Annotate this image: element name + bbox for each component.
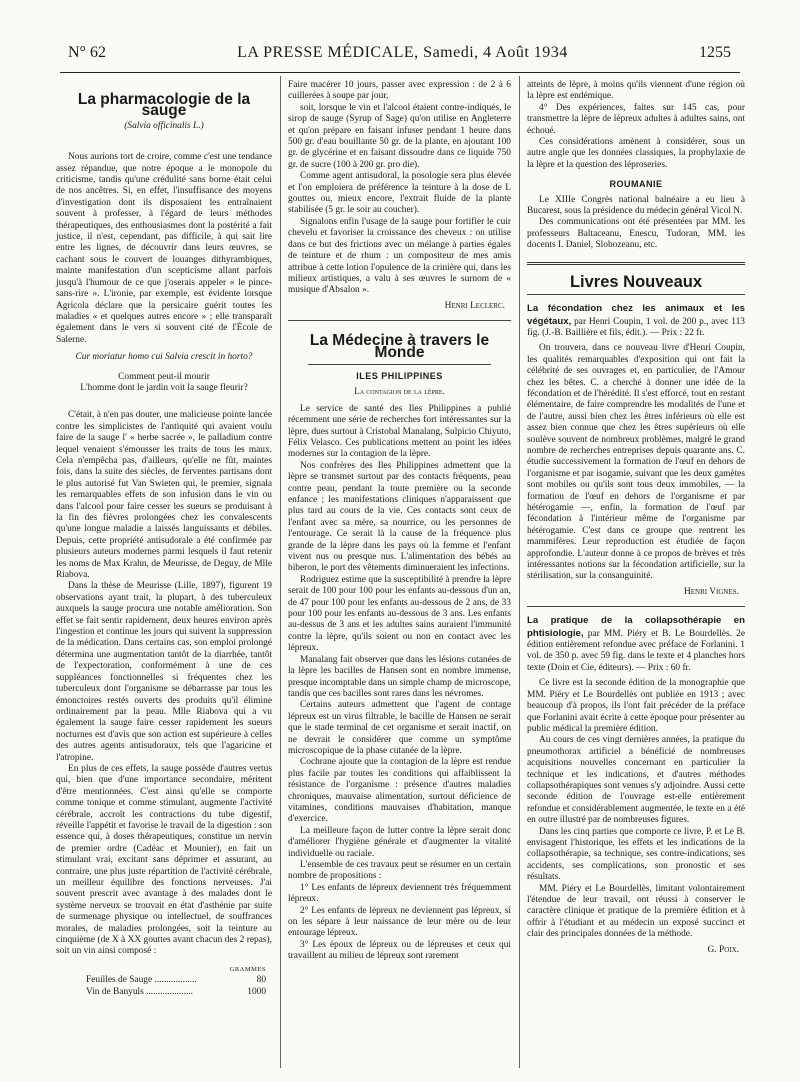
recipe-table (56, 964, 272, 998)
paragraph: 2° Les enfants de lépreux ne deviennent pas lépreux, si on les sépare à leur naissance de leur mère ou de leur entourage lépreux. (288, 905, 511, 939)
column-1 (56, 80, 272, 998)
paragraph: La meilleure façon de lutter contre la lèpre serait donc d'améliorer l'hygiène générale et d'augmenter la vitalité individuelle ou raciale. (288, 825, 511, 859)
country-heading: ROUMANIE (609, 179, 663, 190)
paragraph: soit, lorsque le vin et l'alcool étaient contre-indiqués, le sirop de sauge (Syrup of Sage) qu'on utilise en Angleterre et qu'on prépare en faisant infuser pendant 1 heure dans 500 gr. d'eau bouillante 50 gr. de la plante, en ajoutant 100 gr. de glycérine et en faisant dissoudre dans ce liquide 750 gr. de sucre (100 à 200 gr. pro die). (288, 102, 511, 170)
author-signature: Henri Leclerc. (444, 300, 505, 311)
recipe-unit-header: GRAMMES (229, 965, 266, 973)
article-subtitle: (Salvia officinalis L.) (124, 120, 204, 131)
country-heading: ILES PHILIPPINES (356, 370, 443, 381)
paragraph: Nous aurions tort de croire, comme c'est une tendance assez répandue, que notre époque a le monopole du criticisme, tandis qu'une crédulité sans borne était celui de nos ancêtres. Si, en effet, l'insuffisance des moyens d'investigation dont ils disposaient les entraînaient souvent à professer, à l'égard de leurs méthodes thérapeutiques, des enthousiasmes dont la postérité a fait justice, il n'est, cependant, pas difficile, à qui sait lire entre les lignes, de découvrir dans leurs œuvres, se cachant sous le couvert de louanges dithyrambiques, mainte manifestation d'un scepticisme allant parfois jusqu'à l'humour de ce que j'oserais appeler « le pince-sans-rire ». L'ironie, par exemple, est évidente lorsque Agricola déclare que la persicaire guérit toutes les maladies « et quelques autres encore » ; elle transparaît également dans le vers si souvent cité de l'École de Salerne. (56, 152, 272, 345)
paragraph: Ce livre est la seconde édition de la monographie que MM. Piéry et Le Bourdellès ont publiée en 1913 ; avec beaucoup d'à propos, ils l'ont fait précéder de la préface que Forlanini avait écrite à cette époque pour présenter au public médical la première édition. (527, 678, 745, 734)
title-underline (308, 364, 491, 365)
section-rule (527, 262, 745, 265)
book-details: par Henri Coupin, 1 vol. de 200 p., avec 113 fig. (J.-B. Baillière et fils, édit.). — Prix : 22 fr. (527, 316, 745, 338)
book-title: La fécondation chez les animaux et les végétaux, (527, 303, 745, 327)
column-rule (280, 76, 281, 1068)
entry-rule (527, 606, 745, 607)
paragraph: Des communications ont été présentées par MM. les professeurs Baltaceanu, Enescu, Tudoran, MM. les docents I. Daniel, Slobozeanu, etc. (527, 217, 745, 251)
paragraph: Signalons enfin l'usage de la sauge pour fortifier le cuir chevelu et favoriser la croissance des cheveux : on utilise dans ce but des frictions avec un mélange à parties égales de teinture et de rhum : un compositeur de mes amis attribue à cette lotion l'opulence de la crinière qui, dans les milieux artistiques, a valu à ses œuvres le surnom de « musique d'Absalon ». (288, 216, 511, 296)
section-title: Livres Nouveaux (569, 272, 703, 291)
book-title: La pratique de la collapsothérapie en phtisiologie, (527, 615, 745, 639)
verse-line: L'homme dont le jardin voit la sauge fleurir? (80, 382, 248, 393)
journal-title: LA PRESSE MÉDICALE, Samedi, 4 Août 1934 (237, 44, 568, 61)
paragraph: Dans la thèse de Meurisse (Lille, 1897), figurent 19 observations ayant trait, la plupart, à des tuberculeux auxquels la sauge procura une notable amélioration. Son effet se fait sentir rapidement, deux heures environ après l'ingestion et continue les jours qui suivent la suppression de la médication. Dans certains cas, son emploi prolongé détermina une augmentation tantôt de la diarrhée, tantôt de l'expectoration, conformément à une de ces suppléances fonctionnelles si fréquentes chez les tuberculeux dont l'organisme se débarrasse par tous les émonctoires restés ouverts des produits qu'il élimine ordinairement par la peau. Mlle Riabova qui a vu également la sauge faire cesser rapidement les sueurs nocturnes est d'avis que son action est supérieure à celles des autres agents antisudoraux, tels que l'agaricine et l'atropine. (56, 581, 272, 763)
paragraph: atteints de lèpre, à moins qu'ils viennent d'une région où la lèpre est endémique. (527, 80, 745, 102)
column-rule (519, 76, 520, 1068)
recipe-row (86, 975, 266, 986)
verse-line: Comment peut-il mourir (118, 371, 210, 382)
latin-quote: Cur moriatur homo cui Salvia crescit in horto? (75, 352, 253, 363)
page-header (68, 44, 731, 68)
book-entry (527, 303, 745, 339)
column-2 (288, 80, 511, 963)
paragraph: Le XIIIe Congrès national balnéaire a eu lieu à Bucarest, sous la présidence du médecin général Vicol N. (527, 194, 745, 217)
paragraph: Faire macérer 10 jours, passer avec expression : de 2 à 6 cuillerées à soupe par jour, (288, 80, 511, 102)
paragraph: Dans les cinq parties que comporte ce livre, P. et Le B. envisagent l'historique, les effets et les indications de la collapsothérapie, sa technique, ses contre-indications, ses accidents, ses complications, son pronostic et ses résultats. (527, 826, 745, 883)
book-details: par MM. Piéry et B. Le Bourdellès. 2e édition entièrement refondue avec préface de Forlanini. 1 vol. de 350 p. avec 59 fig. dans le texte et 4 planches hors texte (Doin et Cie, éditeurs). — Prix : 60 fr. (527, 628, 746, 673)
paragraph: Comme agent antisudoral, la posologie sera plus élevée et l'on emploiera de préférence la teinture à la dose de L gouttes ou, mieux encore, l'extrait fluide de la plante stabilisée (5 gr. le soir au coucher). (288, 171, 511, 216)
page-number: 1255 (698, 44, 731, 61)
author-signature: Henri Vignes. (684, 586, 739, 597)
column-3 (527, 80, 745, 956)
recipe-row (86, 987, 266, 998)
author-signature: G. Poix. (707, 944, 739, 955)
paragraph: C'était, à n'en pas douter, une malicieuse pointe lancée contre les simplicistes de l'antiquité qui avaient voulu faire de la sauge l' « herbe sacrée », le palladium contre lequel venaient s'émousser les traits de tous les maux. Cela n'empêcha pas, d'ailleurs, qu'elle ne fût, maintes fois, dans la suite des siècles, de ferventes partisans dont le plus autorisé fut Van Swieten qui, le premier, signala les remarquables effets de son infusion dans le vin ou dans l'alcool pour faire cesser les sueurs se produisant à la fin des fièvres prolongées chez les convalescents qu'une longue maladie a laissés languissants et débiles. Depuis, cette propriété antisudorale a été confirmée par plusieurs auteurs modernes parmi lesquels il faut retenir les noms de Max Krahn, de Meurisse, de Deguy, de Mlle Riabova. (56, 410, 272, 581)
title-underline (527, 294, 745, 295)
subsection-heading: La contagion de la lèpre. (354, 386, 445, 397)
article-title: La pharmacologie de la sauge (77, 91, 251, 120)
paragraph: 3° Les époux de lépreux ou de lépreuses et ceux qui travaillent au milieu de lépreux sont rarement (288, 939, 511, 962)
ingredient-name: Feuilles de Sauge .................. (86, 975, 197, 986)
section-rule (288, 320, 511, 321)
paragraph: Nos confrères des Iles Philippines admettent que la lèpre se transmet surtout par des contacts fréquents, peau contre peau, pendant la toute première ou la seconde enfance ; les manifestations cliniques n'apparaissent que plus tard au cours de la vie. Ces contacts sont ceux de l'enfant avec sa mère, sa nourrice, ou les personnes de l'entourage. Ce serait là la cause de la fréquence plus grande de la lèpre dans les pays où la femme et l'enfant vivent nus ou presque nus. L'alimentation des bébés au biberon, le port des vêtements diminueraient les infections. (288, 460, 511, 574)
paragraph: Manalang fait observer que dans les lésions cutanées de la lèpre les bacilles de Hansen sont en nombre immense, presque incomptable dans un simple champ de microscope, tandis que ces bacilles sont rares dans les névromes. (288, 654, 511, 699)
paragraph: Cochrane ajoute que la contagion de la lèpre est rendue plus facile par toutes les conditions qui affaiblissent la résistance de l'organisme : présence d'autres maladies chroniques, mauvaise alimentation, surtout déficience de vitamines, conditions mauvaises d'habitation, manque d'exercice. (288, 757, 511, 825)
paragraph: On trouvera, dans ce nouveau livre d'Henri Coupin, les qualités remarquables d'exposition qui ont fait la célébrité de ses ouvrages et, en particulier, de l'Amour chez les bêtes. C. a cherché à donner une idée de la fécondation et de l'hérédité. Il s'est efforcé, tout en restant élémentaire, de faire comprendre les modalités de l'une et de l'autre, aussi bien chez les êtres inférieurs où elle est assez bien connue que chez les êtres supérieurs où elle soulève souvent de nombreux problèmes, malgré le grand nombre de recherches entreprises depuis quarante ans. C. étudie successivement la formation de l'œuf en dehors de l'organisme et par isogamie, suivant que les deux gamètes sont mobiles ou qu'ils sont tous deux immobiles, — la formation de l'œuf en dehors de l'organisme et par hétérogamie —, enfin, la formation de l'œuf par fécondation à l'intérieur même de l'organisme par hétérogamie. C'est dans ce groupe que rentrent les mammifères. Leur reproduction est étudiée de façon approfondie. L'auteur donne à ce propos de brèves et très intéressantes notions sur la fécondation artificielle, sur la stérilisation, sur la consanguinité. (527, 343, 745, 582)
verse (56, 372, 272, 395)
paragraph: Certains auteurs admettent que l'agent de contage lépreux est un virus filtrable, le bacille de Hansen ne serait que le stade terminal de cet organisme et serait inactif, on ne devrait le considérer que comme un symptôme microscopique de la phase cutanée de la lèpre. (288, 700, 511, 756)
paragraph: 4° Des expériences, faites sur 145 cas, pour transmettre la lèpre de lépreux adultes à adultes sains, ont échoué. (527, 102, 745, 136)
ingredient-qty: 80 (256, 975, 266, 986)
issue-number: N° 62 (68, 44, 106, 61)
section-title: La Médecine à travers le Monde (309, 332, 490, 361)
paragraph: Rodriguez estime que la susceptibilité à prendre la lèpre serait de 100 pour 100 pour les enfants au-dessous d'un an, de 47 pour 100 pour les enfants au-dessous de 2 ans, de 33 pour 100 pour les enfants au-dessous de 3 ans. Les enfants au-dessus de 3 ans et les adultes sains auraient l'immunité contre la lèpre, qu'ils soient ou non en contact avec les lépreux. (288, 574, 511, 654)
ingredient-qty: 1000 (247, 986, 266, 997)
paragraph: MM. Piéry et Le Bourdellès, limitant volontairement l'étendue de leur travail, ont réussi à conserver le caractère clinique et pratique de la première édition et à offrir à l'étudiant et au médecin un exposé succinct et clair des principales données de la méthode. (527, 883, 745, 940)
paragraph: Au cours de ces vingt dernières années, la pratique du pneumothorax artificiel a bénéficié de nombreuses acquisitions nouvelles concernant en particulier la technique et les indications, et d'autres méthodes collapsothérapiques sont venues s'y adjoindre. Aussi cette seconde édition de l'ouvrage est-elle entièrement refondue et considérablement augmentée, le texte en a été en outre illustré par de nombreuses figures. (527, 735, 745, 826)
paragraph: 1° Les enfants de lépreux deviennent très fréquemment lépreux. (288, 882, 511, 905)
book-entry (527, 615, 745, 674)
ingredient-name: Vin de Banyuls .................... (86, 986, 193, 997)
paragraph: En plus de ces effets, la sauge possède d'autres vertus qui, bien que d'une importance secondaire, méritent d'être mentionnées. C'est ainsi qu'elle se comporte comme tonique et comme stimulant, augmente l'activité cérébrale, accroît les contractions du tube digestif, réveille l'appétit et favorise le travail de la digestion : son essence qui, à doses thérapeutiques, constitue un nervin de premier ordre (Cadéac et Mounier), en fait un stimulant vrai, excitant sans déprimer et assurant, au contraire, une plus juste répartition de l'activité cérébrale, un meilleur équilibre des fonctions nerveuses. J'ai souvent prescrit avec avantage à des malades dont le système nerveux se trouvait en état d'asthénie par suite de surmenage physique ou intellectuel, de souffrances morales, de maladies prolongées, soit la teinture au cinquième (de X à XX gouttes avant chacun des 2 repas), soit un vin ainsi composé : (56, 763, 272, 957)
paragraph: L'ensemble de ces travaux peut se résumer en un certain nombre de propositions : (288, 860, 511, 882)
paragraph: Ces considérations amènent à considérer, sous un autre angle que les données classiques, la prophylaxie de la lèpre et la question des léproseries. (527, 137, 745, 170)
header-rule (60, 72, 740, 73)
paragraph: Le service de santé des Iles Philippines a publié récemment une série de recherches fort intéressantes sur la lèpre, dues surtout à Cristobal Manalang, Sulpicio Chiyuto, Félix Velasco. Ces publications mettent au point les idées modernes sur la contagion de la lèpre. (288, 403, 511, 460)
